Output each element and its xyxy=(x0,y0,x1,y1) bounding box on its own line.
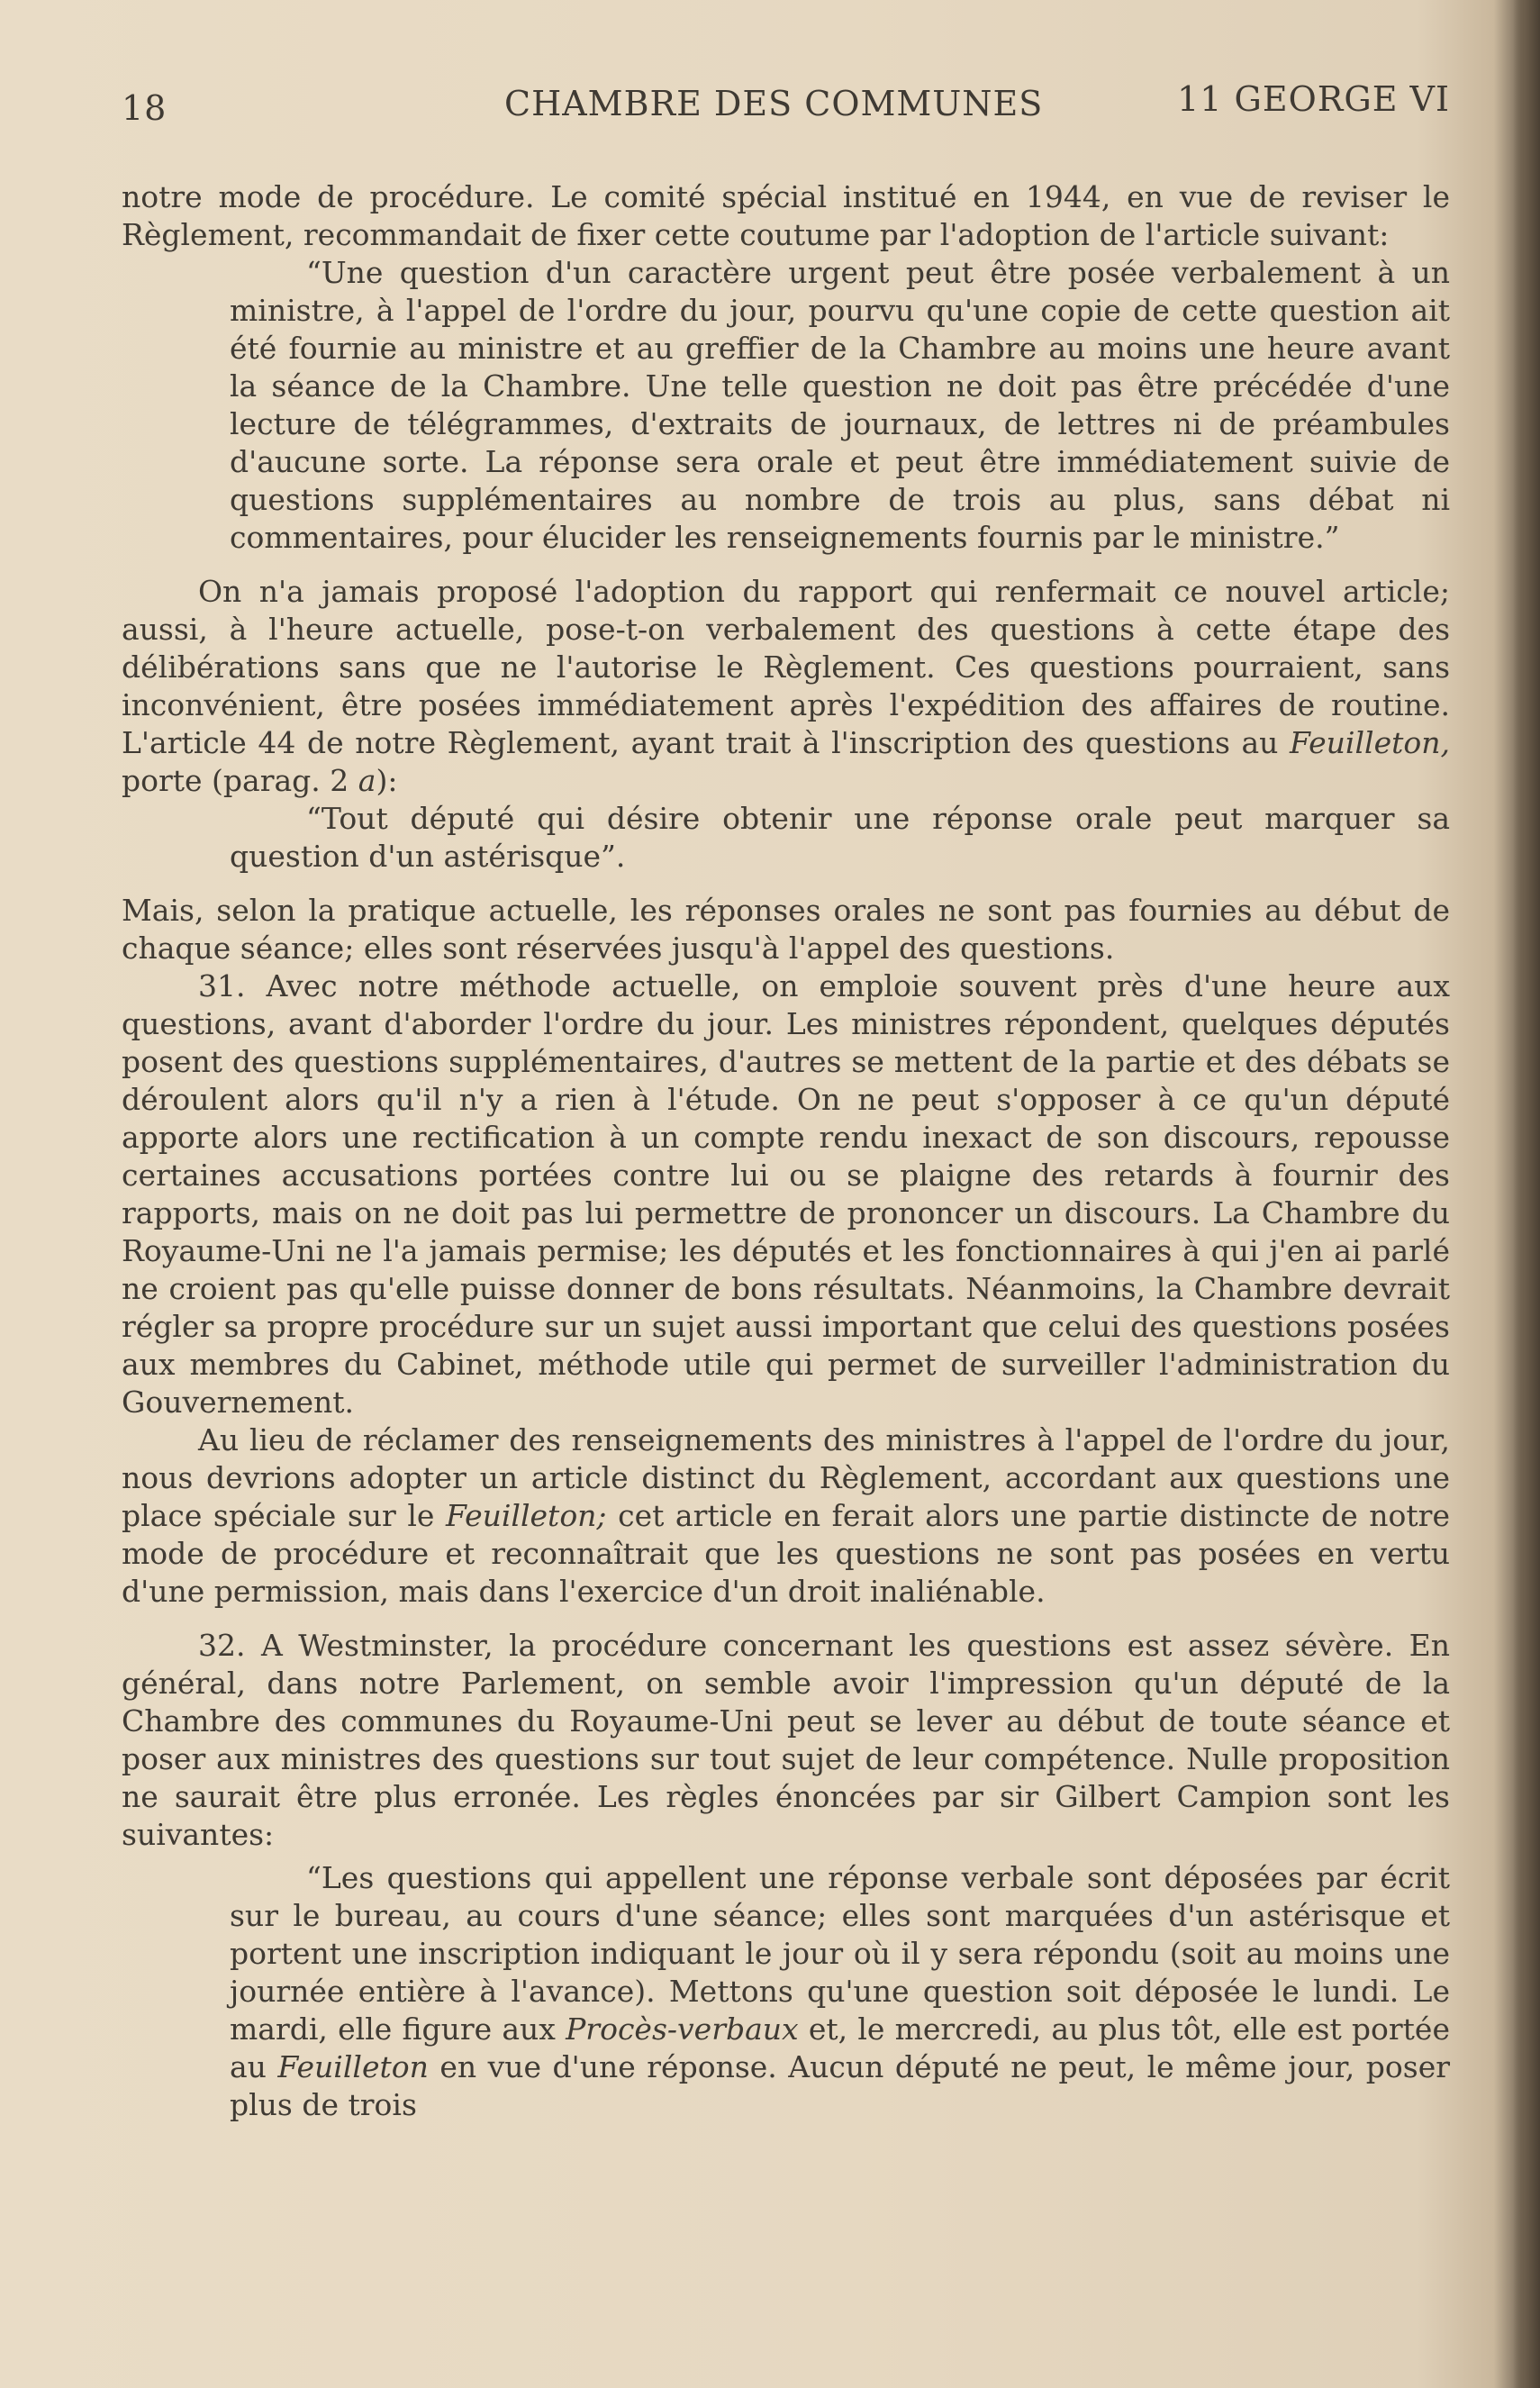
header-title: CHAMBRE DES COMMUNES xyxy=(504,84,1044,123)
paragraph-practice: Mais, selon la pratique actuelle, les réponses orales ne sont pas fournies au début de chaque séance; elles sont réservées jusqu'à l'appel des questions. xyxy=(122,893,1450,966)
block-quote-asterisk: “Tout député qui désire obtenir une réponse orale peut marquer sa question d'un astérisque”. xyxy=(230,801,1450,874)
page-number: 18 xyxy=(122,88,168,128)
paragraph-droit-italic: Feuilleton; xyxy=(445,1498,607,1533)
header-reign: 11 GEORGE VI xyxy=(1177,79,1450,119)
paragraph-31: 31. Avec notre méthode actuelle, on emploie souvent près d'une heure aux questions, avant d'aborder l'ordre du jour. Les ministres répondent, quelques députés posent des questions supplémentaires, d'autres se mettent de la partie et des débats se déroulent alors qu'il n'y a rien à l'étude. On ne peut s'opposer à ce qu'un député apporte alors une rectification à un compte rendu inexact de son discours, repousse certaines accusations portées contre lui ou se plaigne des retards à fournir des rapports, mais on ne doit pas lui permettre de prononcer un discours. La Chambre du Royaume-Uni ne l'a jamais permise; les députés et les fonctionnaires à qui j'en ai parlé ne croient pas qu'elle puisse donner de bons résultats. Néanmoins, la Chambre devrait régler sa propre procédure sur un sujet aussi important que celui des questions posées aux membres du Cabinet, méthode utile qui permet de surveiller l'administration du Gouvernement. xyxy=(122,968,1450,1420)
block-quote-campion-text: “Les questions qui appellent une réponse verbale sont déposées par écrit sur le bureau, au cours d'une séance; elles sont marquées d'un astérisque et portent une inscription indiquant le jour où il y sera répondu (soit au moins une journée entière à l'avance). Mettons qu'une question soit déposée le lundi. Le mardi, elle figure aux xyxy=(230,1860,1450,2047)
paragraph-32: 32. A Westminster, la procédure concernant les questions est assez sévère. En général, dans notre Parlement, on semble avoir l'impression qu'un député de la Chambre des communes du Royaume-Uni peut se lever au début de toute séance et poser aux ministres des questions sur tout sujet de leur compétence. Nulle proposition ne saurait être plus erronée. Les règles énoncées par sir Gilbert Campion sont les suivantes: xyxy=(122,1628,1450,1852)
paragraph-continued: notre mode de procédure. Le comité spécial institué en 1944, en vue de reviser le Règlement, recommandait de fixer cette coutume par l'adoption de l'article suivant: xyxy=(122,179,1450,252)
block-quote-campion-text-3: en vue d'une réponse. Aucun député ne peut, le même jour, poser plus de trois xyxy=(230,2049,1450,2122)
paragraph-adoption xyxy=(122,573,1450,800)
paragraph-adoption-italic-2: a xyxy=(358,763,376,798)
paragraph-droit-text: Au lieu de réclamer des renseignements des ministres à l'appel de l'ordre du jour, nous devrions adopter un article distinct du Règlement, accordant aux questions une place spéciale sur le xyxy=(122,1422,1450,1533)
paragraph-adoption-italic: Feuilleton, xyxy=(1290,725,1450,760)
block-quote-campion-italic-2: Feuilleton xyxy=(277,2049,429,2084)
block-quote-campion-italic: Procès-verbaux xyxy=(566,2011,799,2047)
page-edge-shadow xyxy=(1513,0,1540,2388)
paragraph-droit xyxy=(122,1421,1450,1611)
paragraph-adoption-text-3: ): xyxy=(376,763,398,798)
body-text xyxy=(122,178,1450,2124)
paragraph-adoption-text-2: porte (parag. 2 xyxy=(122,763,358,798)
block-quote-article: “Une question d'un caractère urgent peut être posée verbalement à un ministre, à l'appel de l'ordre du jour, pourvu qu'une copie de cette question ait été fournie au ministre et au greffier de la Chambre au moins une heure avant la séance de la Chambre. Une telle question ne doit pas être précédée d'une lecture de télégrammes, d'extraits de journaux, de lettres ni de préambules d'aucune sorte. La réponse sera orale et peut être immédiatement suivie de questions supplémentaires au nombre de trois au plus, sans débat ni commentaires, pour élucider les renseignements fournis par le ministre.” xyxy=(230,255,1450,555)
paragraph-droit-text-2: cet article en ferait alors une partie distincte de notre mode de procédure et reconnaîtrait que les questions ne sont pas posées en vertu d'une permission, mais dans l'exercice d'un droit inaliénable. xyxy=(122,1498,1450,1609)
paragraph-adoption-text: On n'a jamais proposé l'adoption du rapport qui renfermait ce nouvel article; aussi, à l'heure actuelle, pose-t-on verbalement des questions à cette étape des délibérations sans que ne l'autorise le Règlement. Ces questions pourraient, sans inconvénient, être posées immédiatement après l'expédition des affaires de routine. L'article 44 de notre Règlement, ayant trait à l'inscription des questions au xyxy=(122,574,1450,760)
block-quote-campion xyxy=(230,1859,1450,2124)
block-quote-campion-text-2: et, le mercredi, au plus tôt, elle est portée au xyxy=(230,2011,1450,2084)
running-header xyxy=(122,79,1450,133)
